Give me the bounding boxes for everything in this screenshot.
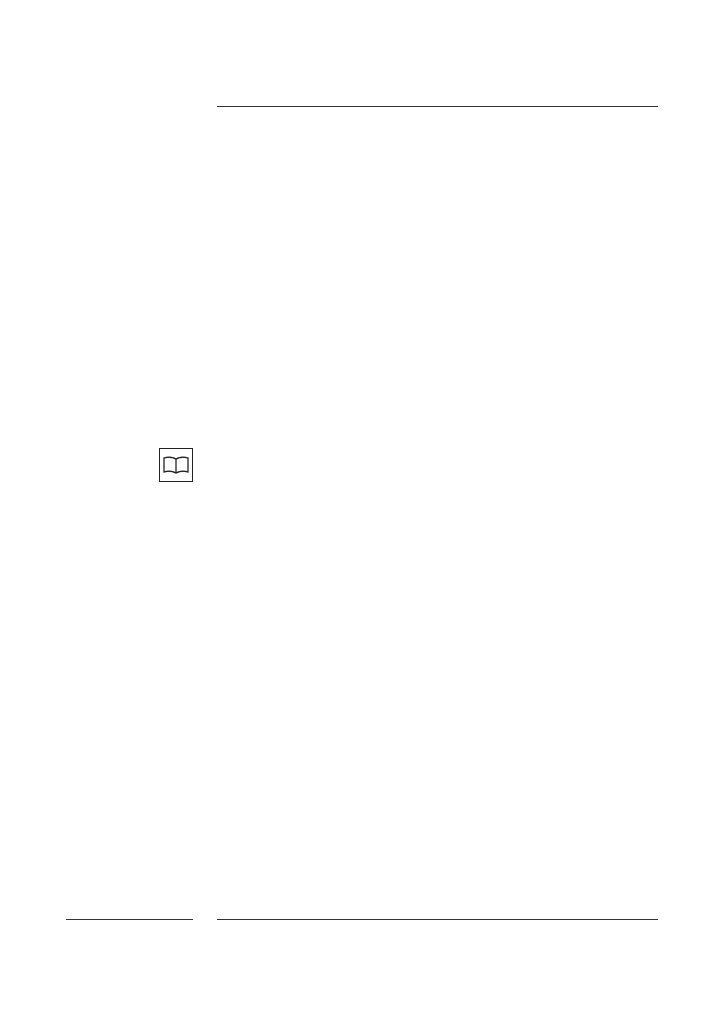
footer-rule-right: [217, 919, 658, 920]
footer-rule-left: [66, 919, 193, 920]
book-icon: [159, 448, 193, 482]
header-rule: [217, 106, 658, 107]
